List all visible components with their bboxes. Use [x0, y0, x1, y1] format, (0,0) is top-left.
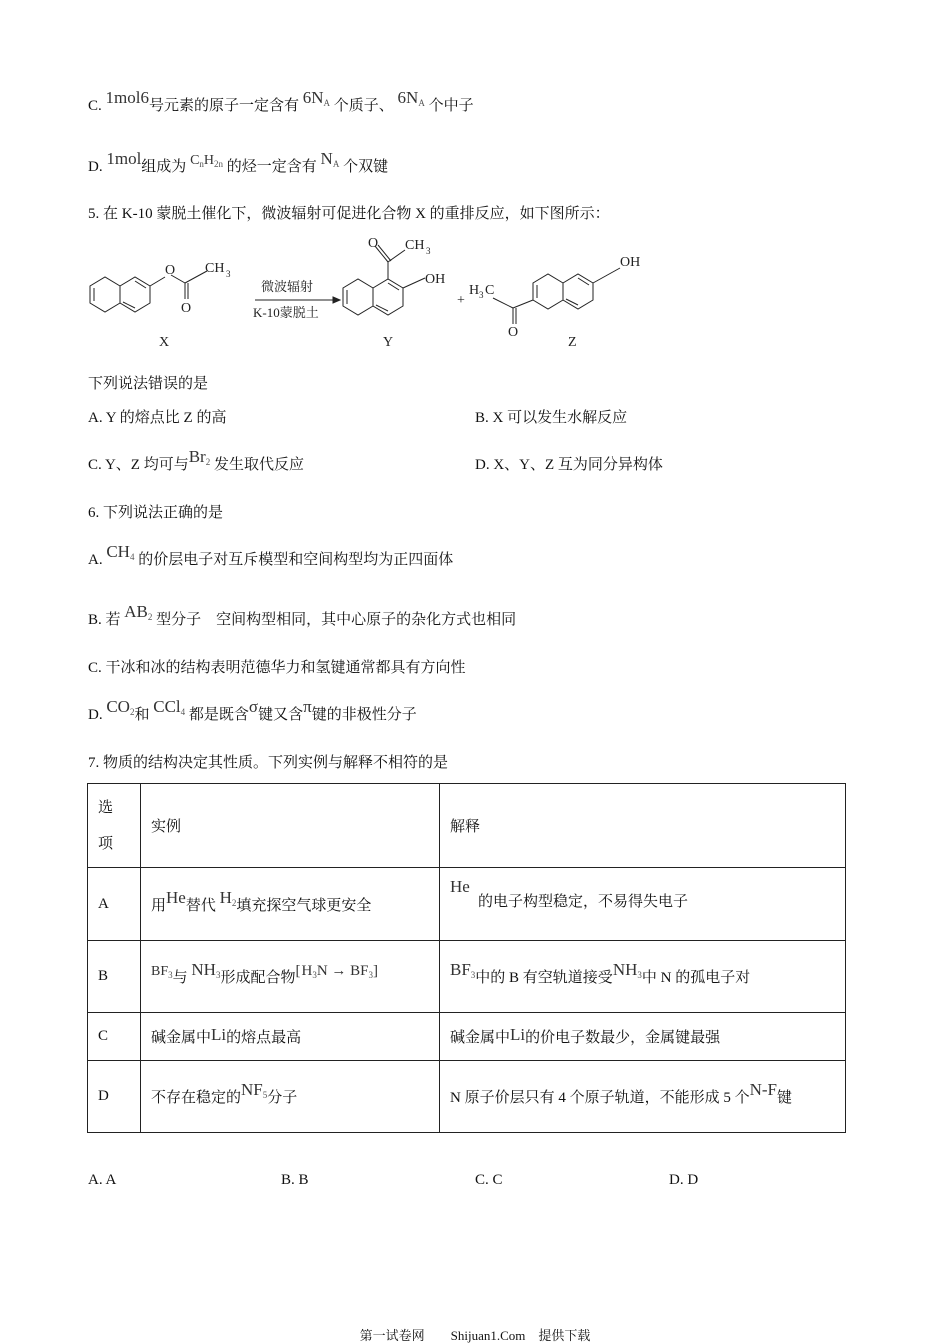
label-y: Y [383, 335, 394, 350]
reaction-scheme [85, 228, 665, 356]
row-b-example: $BF^3$与 $NH^3$形成配合物$[H^3N \to BF^3]$ [141, 941, 440, 1013]
condition-microwave: 微波辐射 [261, 279, 314, 294]
q5-option-c: C. Y、Z 均可与Br$^2$ 发生取代反应 [88, 447, 304, 473]
q5-option-d: D. X、Y、Z 互为同分异构体 [475, 457, 663, 473]
label-z: Z [568, 335, 577, 350]
header-option: 选 项 [88, 784, 141, 868]
z-h3c-h: H [469, 283, 480, 298]
q4-option-c: C. 1mol6号元素的原子一定含有 $6N^A$ 个质子、 $6N^A$ 个中子 [88, 88, 474, 114]
q7-option-c: C. C [475, 1172, 503, 1188]
x-ch3-sub: 3 [226, 269, 231, 279]
q5-ask: 下列说法错误的是 [88, 376, 209, 392]
y-ch3: CH [405, 238, 425, 253]
page-footer: 第一试卷网 Shijuan1.Com 提供下载 [359, 1328, 591, 1343]
header-explanation: 解释 [440, 784, 846, 868]
x-ester-o: O [165, 263, 176, 278]
row-d-option: D [88, 1061, 141, 1133]
q7-stem: 7. 物质的结构决定其性质。下列实例与解释不相符的是 [88, 755, 449, 771]
row-a-explanation: He 的电子构型稳定，不易得失电子 [440, 868, 846, 941]
table-header-row [88, 784, 846, 868]
row-c-option: C [88, 1013, 141, 1061]
condition-catalyst: K-10蒙脱土 [253, 305, 319, 320]
q6-option-d: D. $CO^2$和 CCl$^4$ 都是既含σ键又含π键的非极性分子 [88, 697, 417, 723]
row-a-example: 用He替代 $H^2$填充探空气球更安全 [141, 868, 440, 941]
z-h3c-sub: 3 [479, 290, 484, 300]
table-row [88, 1013, 846, 1061]
label-x: X [159, 335, 170, 350]
z-carbonyl-o: O [508, 325, 519, 340]
q7-table [87, 783, 846, 1133]
q7-option-a: A. A [88, 1172, 117, 1188]
q6-stem: 6. 下列说法正确的是 [88, 505, 224, 521]
row-c-example: 碱金属中Li的熔点最高 [141, 1013, 440, 1061]
q7-option-b: B. B [281, 1172, 309, 1188]
row-a-option: A [88, 868, 141, 941]
row-b-option: B [88, 941, 141, 1013]
q6-option-c: C. 干冰和冰的结构表明范德华力和氢键通常都具有方向性 [88, 660, 466, 676]
q5-option-a: A. Y 的熔点比 Z 的高 [88, 410, 227, 426]
q5-stem: 5. 在 K-10 蒙脱土催化下，微波辐射可促进化合物 X 的重排反应，如下图所示： [88, 206, 610, 222]
z-h3c-c: C [485, 283, 495, 298]
y-ch3-sub: 3 [426, 246, 431, 256]
x-carbonyl-o: O [181, 301, 192, 316]
q4-option-d: D. 1mol组成为 $C^nH^{2n}$ 的烃一定含有 $N^A$ 个双键 [88, 149, 389, 175]
x-ch3: CH [205, 261, 225, 276]
q6-option-a: A. $CH^4$ 的价层电子对互斥模型和空间构型均为正四面体 [88, 542, 454, 568]
row-c-explanation: 碱金属中Li的价电子数最少，金属键最强 [440, 1013, 846, 1061]
z-oh: OH [620, 255, 641, 270]
q5-option-b: B. X 可以发生水解反应 [475, 410, 628, 426]
row-d-explanation: N 原子价层只有 4 个原子轨道，不能形成 5 个N-F键 [440, 1061, 846, 1133]
table-row [88, 868, 846, 941]
table-row [88, 941, 846, 1013]
row-b-explanation: $BF^3$中的 B 有空轨道接受$NH^3$中 N 的孤电子对 [440, 941, 846, 1013]
row-d-example: 不存在稳定的$NF^5$分子 [141, 1061, 440, 1133]
q6-option-b: B. 若 $AB^2$ 型分子 空间构型相同，其中心原子的杂化方式也相同 [88, 602, 517, 628]
y-carbonyl-o: O [368, 236, 379, 251]
table-row [88, 1061, 846, 1133]
plus-sign: + [457, 293, 465, 308]
header-example: 实例 [141, 784, 440, 868]
q7-option-d: D. D [669, 1172, 699, 1188]
y-oh: OH [425, 272, 446, 287]
